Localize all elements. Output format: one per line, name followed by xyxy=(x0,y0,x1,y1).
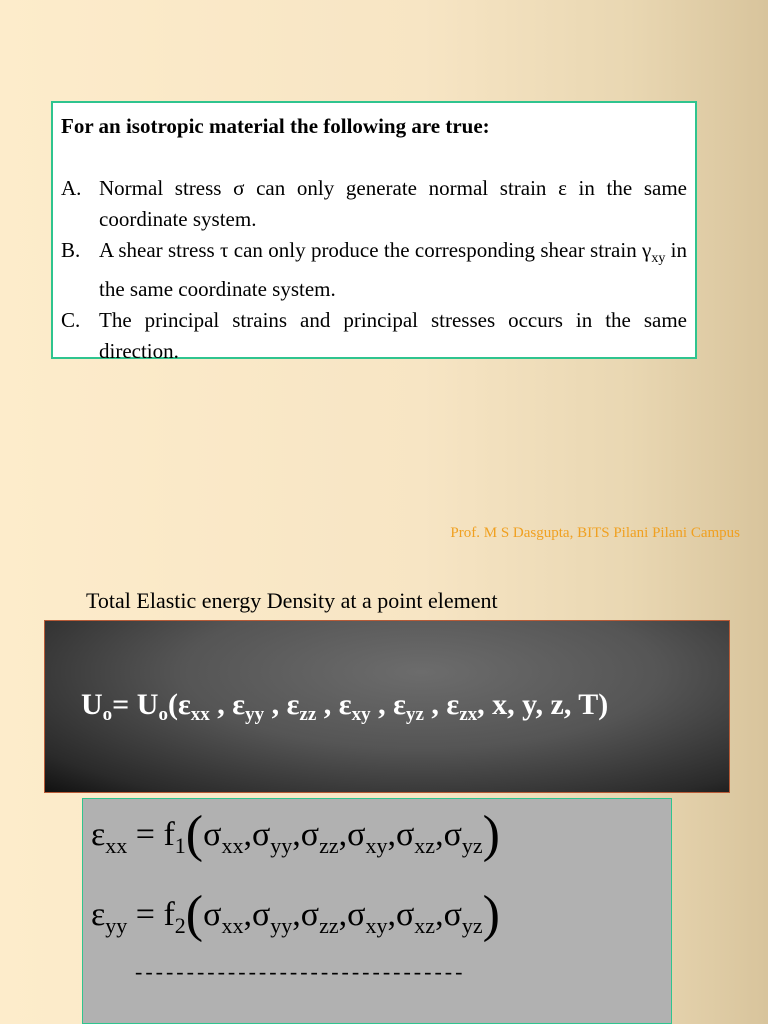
list-item-a xyxy=(61,173,687,235)
eq-lhs: ε xyxy=(91,896,106,933)
sigma-term: $,\sigma_{zz}$ xyxy=(292,896,339,938)
sigma-term: $,\sigma_{xz}$ xyxy=(387,896,436,938)
sigma-term: $,\sigma_{yy}$ xyxy=(243,896,293,938)
sigma-term-sub: xy xyxy=(365,833,388,858)
energy-term-sub: yy xyxy=(245,703,265,725)
energy-term-sub: yz xyxy=(405,703,424,725)
energy-term: , $\varepsilon_{zx}$ xyxy=(423,687,478,725)
isotropic-properties-box xyxy=(51,101,697,364)
energy-eq: = U xyxy=(112,687,159,721)
eq-func: f xyxy=(163,816,175,853)
energy-lhs: U xyxy=(81,687,103,721)
eq-lhs: ε xyxy=(91,816,106,853)
energy-term: , $\varepsilon_{yy}$ xyxy=(209,687,265,725)
energy-term: $\varepsilon_{xx}$ xyxy=(177,687,210,725)
sigma-term-sub: yz xyxy=(461,833,483,858)
energy-term: , $\varepsilon_{yz}$ xyxy=(370,687,424,725)
item-text: The principal strains and principal stresses occurs in the same direction. xyxy=(99,308,687,364)
energy-term-sub: xy xyxy=(351,703,371,725)
list-item-c xyxy=(61,305,687,367)
eq-func: f xyxy=(163,896,175,933)
equation-row-2: $\varepsilon_{yy} = f_2(\sigma_{xx},\sigma_{yy},\sigma_{zz},\sigma_{xy},\sigma_{xz},\sigma_{yz})$ xyxy=(91,886,500,943)
sigma-term: $,\sigma_{zz}$ xyxy=(292,816,339,858)
energy-term-sub: zx xyxy=(459,703,478,725)
author-credit: Prof. M S Dasgupta, BITS Pilani Pilani Campus xyxy=(450,525,740,541)
sigma-term: $\sigma_{xx}$ xyxy=(203,896,244,938)
strain-equations-box xyxy=(82,798,672,1024)
eq-func-sub: 1 xyxy=(174,833,186,858)
sigma-term-sub: zz xyxy=(319,833,339,858)
sigma-term-sub: yy xyxy=(270,833,293,858)
sigma-term-sub: xx xyxy=(221,913,244,938)
sigma-term: $,\sigma_{yz}$ xyxy=(435,816,483,858)
energy-rhs-sub: o xyxy=(158,703,168,725)
sigma-term: $,\sigma_{xz}$ xyxy=(387,816,436,858)
item-text: A shear stress τ can only produce the corresponding shear strain γ xyxy=(99,238,652,262)
energy-term-sub: zz xyxy=(299,703,317,725)
energy-term: , $\varepsilon_{zz}$ xyxy=(264,687,317,725)
eq-lhs-sub: yy xyxy=(105,913,128,938)
item-letter: B. xyxy=(61,238,81,262)
sigma-term: $,\sigma_{xy}$ xyxy=(338,896,388,938)
eq-lhs-sub: xx xyxy=(105,833,128,858)
sigma-term: $,\sigma_{yy}$ xyxy=(243,816,293,858)
sigma-term-sub: yy xyxy=(270,913,293,938)
sigma-term-sub: zz xyxy=(319,913,339,938)
item-letter: A. xyxy=(61,176,82,200)
sigma-term: $\sigma_{xx}$ xyxy=(203,816,244,858)
energy-term-sub: xx xyxy=(190,703,210,725)
energy-terms xyxy=(177,687,478,725)
box-title: For an isotropic material the following are true: xyxy=(61,114,490,138)
eq-func-sub: 2 xyxy=(174,913,186,938)
energy-term: , $\varepsilon_{xy}$ xyxy=(316,687,371,725)
energy-open-paren: ( xyxy=(167,687,178,721)
item-letter: C. xyxy=(61,308,81,333)
sigma-term-sub: xz xyxy=(414,913,436,938)
energy-lhs-sub: o xyxy=(102,703,113,725)
sigma-term: $,\sigma_{xy}$ xyxy=(338,816,388,858)
continuation-dashes: -------------------------------- xyxy=(135,959,466,984)
energy-equation xyxy=(81,688,608,726)
item-text-tail: in the same coordinate system. xyxy=(99,238,688,302)
energy-tail: , x, y, z, T) xyxy=(477,687,609,721)
energy-density-box xyxy=(44,620,730,793)
sigma-term: $,\sigma_{yz}$ xyxy=(435,896,483,938)
item-text: Normal stress σ can only generate normal strain ε in the same coordinate system. xyxy=(99,176,687,231)
list-item-b xyxy=(61,235,687,305)
sigma-term-sub: xx xyxy=(221,833,244,858)
item-subscript: xy xyxy=(651,251,666,267)
sigma-term-sub: yz xyxy=(461,913,483,938)
sigma-term-sub: xy xyxy=(365,913,388,938)
sigma-term-sub: xz xyxy=(414,833,436,858)
equation-row-1: $\varepsilon_{xx} = f_1(\sigma_{xx},\sigma_{yy},\sigma_{zz},\sigma_{xy},\sigma_{xz},\sigma_{yz})$ xyxy=(91,806,500,863)
energy-heading: Total Elastic energy Density at a point element xyxy=(86,588,498,613)
